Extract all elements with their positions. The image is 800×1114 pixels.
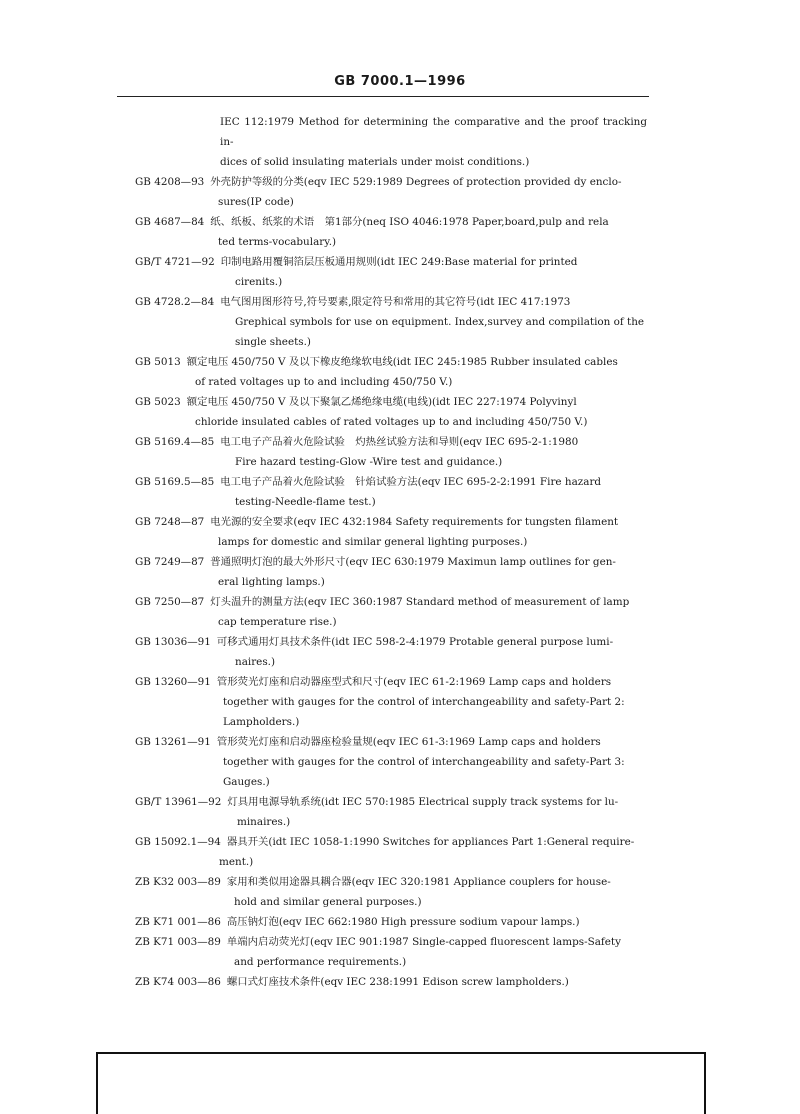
standard-title-continued: of rated voltages up to and including 450/750 V.) (195, 376, 453, 388)
continued-line: IEC 112:1979 Method for determining the comparative and the proof tracking in- (220, 116, 647, 148)
standard-number: GB 5023 (135, 396, 181, 408)
standard-number: GB 5169.4—85 (135, 436, 215, 448)
header-rule (117, 96, 649, 97)
continued-line: dices of solid insulating materials under moist conditions.) (220, 156, 530, 168)
standard-title-continued: single sheets.) (235, 336, 311, 348)
reference-entry (135, 212, 647, 252)
standard-title-continued: hold and similar general purposes.) (234, 896, 422, 908)
reference-entry (135, 592, 647, 632)
standard-title-continued: minaires.) (237, 816, 291, 828)
standard-number: GB 7249—87 (135, 556, 205, 568)
reference-entry (135, 392, 647, 432)
standard-title-continued: ted terms-vocabulary.) (218, 236, 337, 248)
standard-number: GB 13036—91 (135, 636, 211, 648)
standard-number: GB 4728.2—84 (135, 296, 215, 308)
reference-entry (135, 832, 647, 872)
reference-entry (135, 352, 647, 392)
standard-number: ZB K74 003—86 (135, 976, 221, 988)
entries (135, 172, 647, 992)
reference-list (135, 112, 647, 992)
standard-title: 普通照明灯泡的最大外形尺寸(eqv IEC 630:1979 Maximun lamp outlines for gen- (210, 556, 616, 568)
standard-title: 电光源的安全要求(eqv IEC 432:1984 Safety requirements for tungsten filament (210, 516, 619, 528)
standard-title: 可移式通用灯具技术条件(idt IEC 598-2-4:1979 Protable general purpose lumi- (216, 636, 614, 648)
standard-title: 管形荧光灯座和启动器座型式和尺寸(eqv IEC 61-2:1969 Lamp caps and holders (216, 676, 612, 688)
standard-number: ZB K32 003—89 (135, 876, 221, 888)
standard-title-continued: together with gauges for the control of interchangeability and safety-Part 2: (223, 696, 625, 708)
footer-box (96, 1052, 706, 1114)
standard-number: GB/T 13961—92 (135, 796, 222, 808)
standard-title: 印制电路用覆铜箔层压板通用规则(idt IEC 249:Base material for printed (220, 256, 578, 268)
reference-entry (135, 972, 647, 992)
reference-entry (135, 252, 647, 292)
standard-number: GB 15092.1—94 (135, 836, 221, 848)
standard-title: 额定电压 450/750 V 及以下聚氯乙烯绝缘电缆(电线)(idt IEC 227:1974 Polyvinyl (186, 396, 577, 408)
standard-title: 电工电子产品着火危险试验 灼热丝试验方法和导则(eqv IEC 695-2-1:1980 (220, 436, 579, 448)
standard-title: 电工电子产品着火危险试验 针焰试验方法(eqv IEC 695-2-2:1991 Fire hazard (220, 476, 602, 488)
standard-number: GB 7250—87 (135, 596, 205, 608)
standard-title-continued: Gauges.) (223, 776, 270, 788)
reference-entry (135, 292, 647, 352)
standard-number: GB 4687—84 (135, 216, 205, 228)
standard-number: GB 13260—91 (135, 676, 211, 688)
standard-title: 灯具用电源导轨系统(idt IEC 570:1985 Electrical supply track systems for lu- (227, 796, 619, 808)
standard-title-continued: cap temperature rise.) (218, 616, 337, 628)
standard-number: GB 5169.5—85 (135, 476, 215, 488)
standard-number: GB 4208—93 (135, 176, 205, 188)
standard-title-continued: Lampholders.) (223, 716, 300, 728)
standard-title: 电气图用图形符号,符号要素,限定符号和常用的其它符号(idt IEC 417:1973 (220, 296, 571, 308)
standard-title: 纸、纸板、纸浆的术语 第1部分(neq ISO 4046:1978 Paper,board,pulp and rela (210, 216, 609, 228)
reference-entry (135, 732, 647, 792)
standard-title: 器具开关(idt IEC 1058-1:1990 Switches for appliances Part 1:General require- (226, 836, 635, 848)
standard-title: 外壳防护等级的分类(eqv IEC 529:1989 Degrees of protection provided dy enclo- (210, 176, 622, 188)
reference-entry (135, 512, 647, 552)
standard-title: 管形荧光灯座和启动器座检验量规(eqv IEC 61-3:1969 Lamp caps and holders (216, 736, 601, 748)
standard-title-continued: Grephical symbols for use on equipment. Index,survey and compilation of the (235, 316, 645, 328)
standard-title: 螺口式灯座技术条件(eqv IEC 238:1991 Edison screw lampholders.) (226, 976, 569, 988)
standard-number: GB 7248—87 (135, 516, 205, 528)
standard-title-continued: and performance requirements.) (234, 956, 407, 968)
reference-entry (135, 872, 647, 912)
reference-entry (135, 552, 647, 592)
standard-title: 家用和类似用途器具耦合器(eqv IEC 320:1981 Appliance couplers for house- (226, 876, 611, 888)
reference-entry (135, 932, 647, 972)
standard-title-continued: lamps for domestic and similar general lighting purposes.) (218, 536, 528, 548)
standard-title: 灯头温升的测量方法(eqv IEC 360:1987 Standard method of measurement of lamp (210, 596, 630, 608)
reference-entry (135, 632, 647, 672)
continued-entry (220, 112, 647, 172)
standard-number: GB 5013 (135, 356, 181, 368)
standard-number: GB 13261—91 (135, 736, 211, 748)
standard-title-continued: eral lighting lamps.) (218, 576, 325, 588)
reference-entry (135, 472, 647, 512)
reference-entry (135, 672, 647, 732)
page-header: GB 7000.1—1996 (334, 74, 466, 89)
standard-title-continued: Fire hazard testing-Glow -Wire test and guidance.) (235, 456, 503, 468)
standard-number: ZB K71 003—89 (135, 936, 221, 948)
standard-number: ZB K71 001—86 (135, 916, 221, 928)
standard-title-continued: naires.) (235, 656, 276, 668)
reference-entry (135, 432, 647, 472)
standard-title-continued: together with gauges for the control of interchangeability and safety-Part 3: (223, 756, 625, 768)
standard-title-continued: ment.) (219, 856, 254, 868)
standard-number: GB/T 4721—92 (135, 256, 215, 268)
standard-title-continued: chloride insulated cables of rated voltages up to and including 450/750 V.) (195, 416, 588, 428)
standard-title: 高压钠灯泡(eqv IEC 662:1980 High pressure sodium vapour lamps.) (226, 916, 580, 928)
standard-title: 单端内启动荧光灯(eqv IEC 901:1987 Single-capped fluorescent lamps-Safety (226, 936, 621, 948)
standard-title-continued: sures(IP code) (218, 196, 294, 208)
standard-title-continued: testing-Needle-flame test.) (235, 496, 376, 508)
reference-entry (135, 912, 647, 932)
standard-title: 额定电压 450/750 V 及以下橡皮绝缘软电线(idt IEC 245:1985 Rubber insulated cables (186, 356, 618, 368)
reference-entry (135, 792, 647, 832)
reference-entry (135, 172, 647, 212)
standard-title-continued: cirenits.) (235, 276, 283, 288)
